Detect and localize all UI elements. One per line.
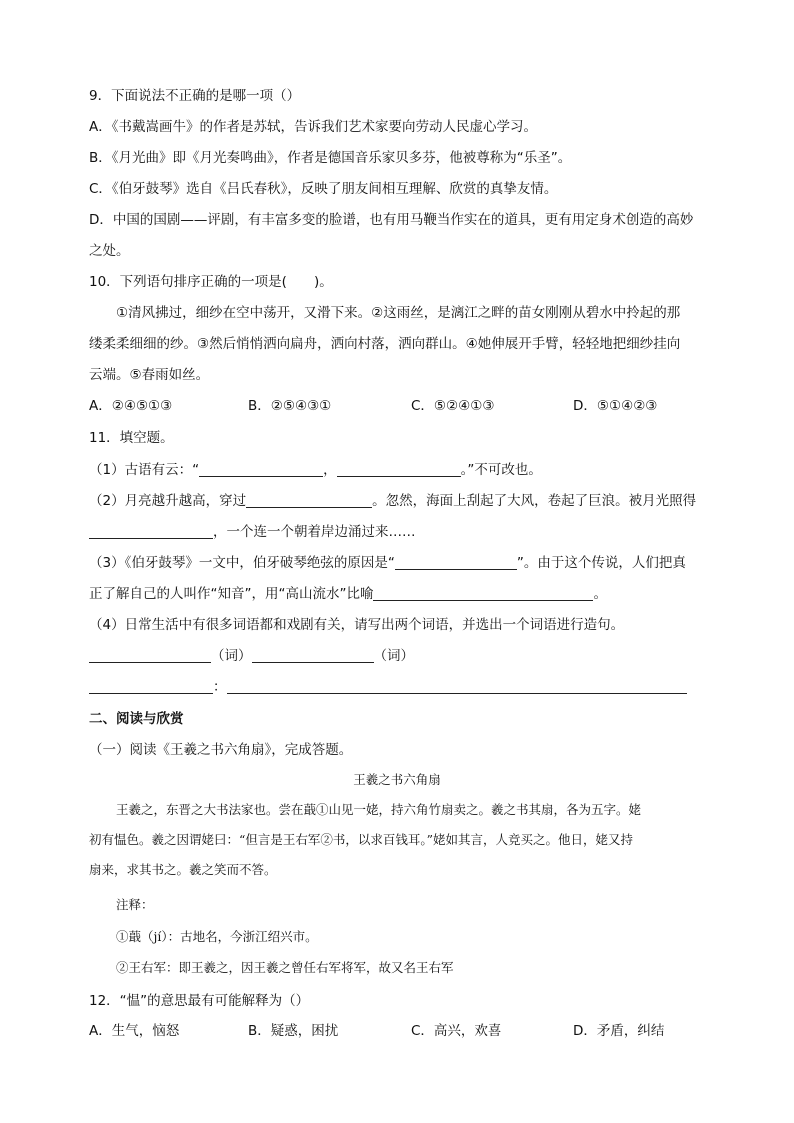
answer-blank[interactable] <box>337 461 461 477</box>
q11-part3 <box>89 551 686 571</box>
answer-blank[interactable] <box>89 647 211 663</box>
answer-blank[interactable] <box>395 554 517 570</box>
answer-blank[interactable] <box>252 647 374 663</box>
article-line: 王羲之，东晋之大书法家也。尝在蕺①山见一姥，持六角竹扇卖之。羲之书其扇，各为五字。姥 <box>116 802 642 817</box>
q11-p3-end: 。 <box>593 586 607 602</box>
article-line: 初有愠色。羲之因谓姥曰：“但言是王右军②书，以求百钱耳。”姥如其言，人竞买之。他日，姥又持 <box>89 832 634 847</box>
q11-part3-cont <box>89 582 607 602</box>
q11-p3-text3: 正了解自己的人叫作“知音”，用“高山流水”比喻 <box>89 586 374 602</box>
answer-blank[interactable] <box>246 492 372 508</box>
q10-passage-line: 缕柔柔细细的纱。③然后悄悄洒向扁舟，洒向村落，洒向群山。④她伸展开手臂，轻轻地把细纱挂向 <box>89 336 681 352</box>
q11-p1-end: 。”不可改也。 <box>460 462 542 478</box>
q12-option-d: D．矛盾，纠结 <box>573 1023 665 1039</box>
answer-blank[interactable] <box>227 678 687 694</box>
article-line: 扇来，求其书之。羲之笑而不答。 <box>89 862 277 877</box>
q11-p3-text: （3）《伯牙鼓琴》一文中，伯牙破琴绝弦的原因是“ <box>89 555 395 571</box>
note-1: ①蕺（jí）：古地名，今浙江绍兴市。 <box>116 929 318 944</box>
q10-passage-line: ①清风拂过，细纱在空中荡开，又滑下来。②这雨丝，是漓江之畔的苗女刚刚从碧水中拎起的那 <box>116 305 681 321</box>
q11-stem: 11．填空题。 <box>89 430 174 446</box>
q11-part4-sentence <box>89 675 687 695</box>
q11-part1 <box>89 458 542 478</box>
colon: ： <box>213 679 227 695</box>
word-label: （词） <box>211 648 252 664</box>
q12-option-c: C．高兴，欢喜 <box>411 1023 502 1039</box>
answer-blank[interactable] <box>199 461 323 477</box>
q11-p3-text2: ”。由于这个传说，人们把真 <box>516 555 686 571</box>
q11-p1-text: （1）古语有云：“ <box>89 462 200 478</box>
answer-blank[interactable] <box>373 585 593 601</box>
q11-p2-text3: ，一个连一个朝着岸边涌过来…… <box>213 524 416 540</box>
q9-option-c: C．《伯牙鼓琴》选自《吕氏春秋》，反映了朋友间相互理解、欣赏的真挚友情。 <box>89 181 558 197</box>
q11-p2-text2: 。忽然，海面上刮起了大风，卷起了巨浪。被月光照得 <box>372 493 697 509</box>
note-2: ②王右军：即王羲之，因王羲之曾任右军将军，故又名王右军 <box>116 960 454 975</box>
q9-option-d-cont: 之处。 <box>89 243 130 259</box>
answer-blank[interactable] <box>89 523 213 539</box>
q10-stem: 10．下列语句排序正确的一项是( )。 <box>89 274 333 290</box>
q9-option-a: A．《书戴嵩画牛》的作者是苏轼，告诉我们艺术家要向劳动人民虚心学习。 <box>89 119 537 135</box>
answer-blank[interactable] <box>89 678 213 694</box>
q12-stem: 12．“愠”的意思最有可能解释为（） <box>89 993 310 1009</box>
q11-p2-text: （2）月亮越升越高，穿过 <box>89 493 247 509</box>
q10-option-a: A．②④⑤①③ <box>89 398 173 414</box>
q11-part4: （4）日常生活中有很多词语都和戏剧有关，请写出两个词语，并选出一个词语进行造句。 <box>89 617 625 633</box>
q11-p1-comma: ， <box>323 462 337 478</box>
q11-part2 <box>89 489 696 509</box>
q9-option-d: D．中国的国剧——评剧，有丰富多变的脸谱，也有用马鞭当作实在的道具，更有用定身术创造的高妙 <box>89 212 694 228</box>
q11-part4-words <box>89 644 414 664</box>
q9-stem: 9．下面说法不正确的是哪一项（） <box>89 88 301 104</box>
section-title: 二、阅读与欣赏 <box>89 711 184 727</box>
q10-option-c: C．⑤②④①③ <box>411 398 495 414</box>
q10-passage-line: 云端。⑤春雨如丝。 <box>89 367 210 383</box>
q12-option-a: A．生气，恼怒 <box>89 1023 180 1039</box>
q10-option-d: D．⑤①④②③ <box>573 398 658 414</box>
q12-option-b: B．疑惑，困扰 <box>248 1023 339 1039</box>
q9-option-b: B．《月光曲》即《月光奏鸣曲》，作者是德国音乐家贝多芬，他被尊称为“乐圣”。 <box>89 150 572 166</box>
notes-label: 注释： <box>116 897 154 912</box>
article-title: 王羲之书六角扇 <box>353 772 441 787</box>
q11-part2-cont <box>89 520 416 540</box>
q10-option-b: B．②⑤④③① <box>248 398 332 414</box>
word-label: （词） <box>373 648 414 664</box>
section-sub-title: （一）阅读《王羲之书六角扇》，完成答题。 <box>89 742 353 758</box>
